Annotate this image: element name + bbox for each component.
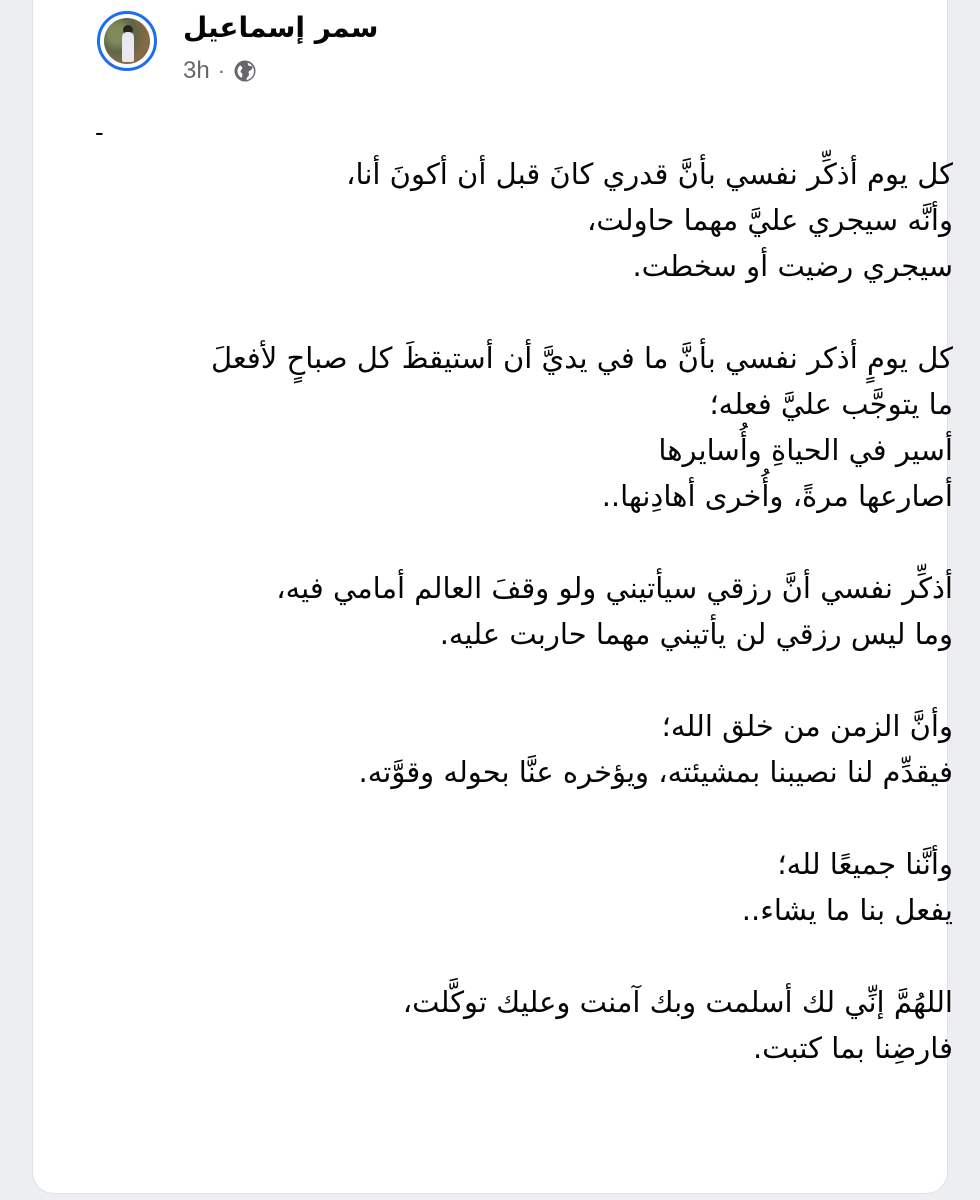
post-paragraph <box>93 979 953 1071</box>
avatar[interactable] <box>97 11 157 71</box>
leading-dash: - <box>95 117 104 147</box>
post-line: ما يتوجَّب عليَّ فعله؛ <box>709 387 953 421</box>
avatar-photo <box>104 18 150 64</box>
author-name[interactable]: سمر إسماعيل <box>183 11 379 44</box>
post-paragraph <box>93 151 953 289</box>
post-paragraph <box>93 703 953 795</box>
avatar-figure-body <box>122 32 134 62</box>
post-line: اللهُمَّ إنِّي لك أسلمت وبك آمنت وعليك توكَّلت، <box>402 985 953 1019</box>
post-line: يفعل بنا ما يشاء.. <box>741 893 953 927</box>
post-line: فيقدِّم لنا نصيبنا بمشيئته، ويؤخره عنَّا بحوله وقوَّته. <box>358 755 953 789</box>
post-paragraph <box>93 335 953 519</box>
post-body <box>93 151 953 1071</box>
post-line: أصارعها مرةً، وأُخرى أهادِنها.. <box>601 479 953 513</box>
post-line: وأنَّنا جميعًا لله؛ <box>777 847 953 881</box>
post-line: فارضِنا بما كتبت. <box>752 1031 953 1065</box>
post-meta <box>183 57 257 85</box>
post-time[interactable]: 3h <box>183 57 210 84</box>
post-card <box>32 0 953 1194</box>
post-line: أذكِّر نفسي أنَّ رزقي سيأتيني ولو وقفَ العالم أمامي فيه، <box>276 571 953 605</box>
post-line: سيجري رضيت أو سخطت. <box>632 249 953 283</box>
post-paragraph <box>93 841 953 933</box>
post-line: كل يوم أذكِّر نفسي بأنَّ قدري كانَ قبل أن أكونَ أنا، <box>346 157 953 191</box>
post-line: وأنَّ الزمن من خلق الله؛ <box>661 709 953 743</box>
post-paragraph <box>93 565 953 657</box>
meta-separator: · <box>217 58 226 83</box>
post-line: وأنَّه سيجري عليَّ مهما حاولت، <box>586 203 953 237</box>
post-line: وما ليس رزقي لن يأتيني مهما حاربت عليه. <box>439 617 953 651</box>
post-line: أسير في الحياةِ وأُسايرها <box>658 433 953 467</box>
globe-icon[interactable] <box>233 59 257 83</box>
post-line: كل يومٍ أذكر نفسي بأنَّ ما في يديَّ أن أستيقظَ كل صباحٍ لأفعلَ <box>210 341 953 375</box>
